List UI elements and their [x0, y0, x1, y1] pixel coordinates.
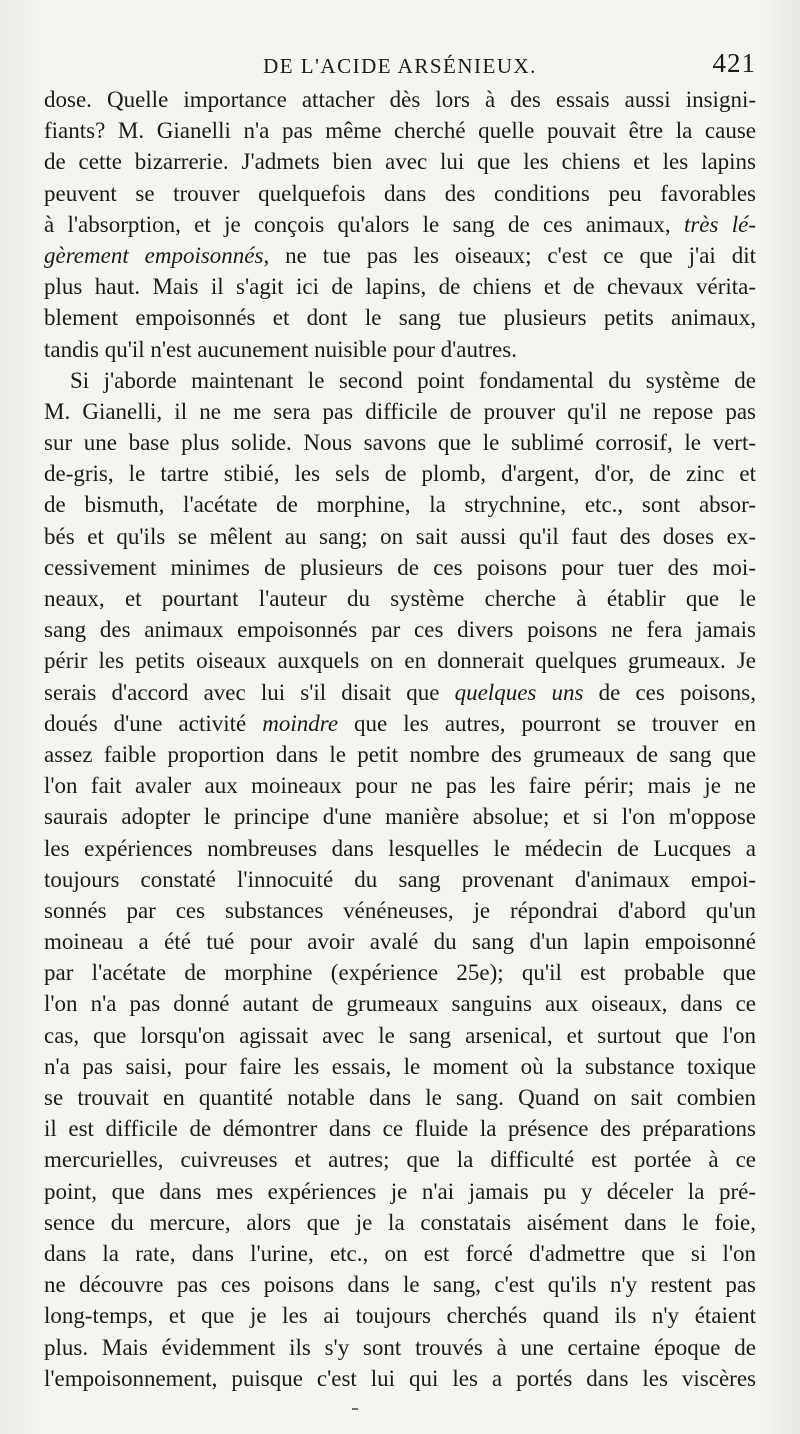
text-line-28: moineau a été tué pour avoir avalé du sang d'un lapin empoisonné: [44, 929, 756, 955]
text-line-16: cessivement minimes de plusieurs de ces poisons pour tuer des moi-: [44, 554, 756, 580]
text-line-13: de-gris, le tartre stibié, les sels de plomb, d'argent, d'or, de zinc et: [44, 461, 756, 487]
text-line-23: l'on fait avaler aux moineaux pour ne pas les faire périr; mais je ne: [44, 773, 756, 799]
text-line-30: l'on n'a pas donné autant de grumeaux sanguins aux oiseaux, dans ce: [44, 991, 756, 1017]
text-line-26: toujours constaté l'innocuité du sang provenant d'animaux empoi-: [44, 866, 756, 892]
text-line-21: [44, 708, 756, 739]
text-line-41: plus. Mais évidemment ils s'y sont trouvés à une certaine époque de: [44, 1334, 756, 1360]
text-line-24: saurais adopter le principe d'une manière absolue; et si l'on m'oppose: [44, 804, 756, 830]
text-line-5-italic: très lé-: [683, 211, 756, 237]
body-text: [44, 84, 756, 1394]
text-line-15: bés et qu'ils se mêlent au sang; on sait aussi qu'il faut des doses ex-: [44, 523, 756, 549]
text-line-40: long-temps, et que je les ai toujours cherchés quand ils n'y étaient: [44, 1303, 756, 1329]
text-line-1: dose. Quelle importance attacher dès lors à des essais aussi insigni-: [44, 87, 756, 112]
text-line-11: M. Gianelli, il ne me sera pas difficile de prouver qu'il ne repose pas: [44, 398, 756, 424]
text-line-34: il est difficile de démontrer dans ce fluide la présence des préparations: [44, 1116, 756, 1142]
text-line-20-roman: serais d'accord avec lui s'il disait que: [44, 679, 440, 705]
text-line-5: [44, 209, 756, 240]
text-line-31: cas, que lorsqu'on agissait avec le sang arsenical, et surtout que l'on: [44, 1022, 756, 1048]
text-line-21-roman: doués d'une activité: [44, 710, 247, 736]
text-line-21-italic: moindre: [262, 710, 339, 736]
text-line-42: l'empoisonnement, puisque c'est lui qui les a portés dans les viscères: [44, 1365, 756, 1391]
text-line-18: sang des animaux empoisonnés par ces divers poisons ne fera jamais: [44, 617, 756, 643]
text-line-14: de bismuth, l'acétate de morphine, la strychnine, etc., sont absor-: [44, 492, 756, 518]
text-line-17: neaux, et pourtant l'auteur du système cherche à établir que le: [44, 586, 756, 611]
page-footer-mark: [352, 1408, 358, 1410]
text-line-27: sonnés par ces substances vénéneuses, je répondrai d'abord qu'un: [44, 897, 756, 923]
text-line-33: se trouvait en quantité notable dans le sang. Quand on sait combien: [44, 1085, 756, 1110]
text-line-39: ne découvre pas ces poisons dans le sang, c'est qu'ils n'y restent pas: [44, 1272, 756, 1298]
text-line-29: par l'acétate de morphine (expérience 25e); qu'il est probable que: [44, 960, 756, 986]
text-line-36: point, que dans mes expériences je n'ai jamais pu y déceler la pré-: [44, 1178, 756, 1204]
text-line-6-italic: gèrement empoisonnés: [44, 242, 264, 268]
text-line-4: peuvent se trouver quelquefois dans des conditions peu favorables: [44, 180, 756, 206]
text-line-32: n'a pas saisi, pour faire les essais, le moment où la substance toxique: [44, 1053, 756, 1079]
text-line-7: plus haut. Mais il s'agit ici de lapins, de chiens et de chevaux vérita-: [44, 274, 756, 300]
text-line-25: les expériences nombreuses dans lesquelles le médecin de Lucques a: [44, 835, 756, 861]
text-line-6-roman: , ne tue pas les oiseaux; c'est ce que j'ai dit: [263, 242, 756, 268]
text-line-22: assez faible proportion dans le petit nombre des grumeaux de sang que: [44, 741, 756, 767]
text-line-21-tail: que les autres, pourront se trouver en: [338, 710, 757, 736]
text-line-6: [44, 240, 756, 271]
text-line-8: blement empoisonnés et dont le sang tue plusieurs petits animaux,: [44, 305, 756, 331]
text-line-3: de cette bizarrerie. J'admets bien avec lui que les chiens et les lapins: [44, 149, 756, 175]
text-line-2: fiants? M. Gianelli n'a pas même cherché quelle pouvait être la cause: [44, 118, 756, 144]
text-line-9: tandis qu'il n'est aucunement nuisible pour d'autres.: [44, 336, 517, 362]
running-title: DE L'ACIDE ARSÉNIEUX.: [263, 54, 537, 78]
text-line-12: sur une base plus solide. Nous savons que le sublimé corrosif, le vert-: [44, 430, 756, 456]
text-line-20-italic: quelques uns: [454, 679, 584, 705]
page-number: 421: [712, 48, 756, 78]
text-line-37: sence du mercure, alors que je la constatais aisément dans le foie,: [44, 1209, 756, 1235]
text-line-19: périr les petits oiseaux auxquels on en donnerait quelques grumeaux. Je: [44, 648, 756, 674]
text-line-5-roman: à l'absorption, et je conçois qu'alors le sang de ces animaux,: [44, 211, 671, 237]
text-line-20-tail: de ces poisons,: [583, 679, 756, 705]
text-line-20: [44, 677, 756, 708]
text-line-35: mercurielles, cuivreuses et autres; que la difficulté est portée à ce: [44, 1147, 756, 1173]
text-line-10: Si j'aborde maintenant le second point fondamental du système de: [70, 367, 756, 393]
running-head: [44, 48, 756, 88]
text-line-38: dans la rate, dans l'urine, etc., on est forcé d'admettre que si l'on: [44, 1240, 756, 1266]
